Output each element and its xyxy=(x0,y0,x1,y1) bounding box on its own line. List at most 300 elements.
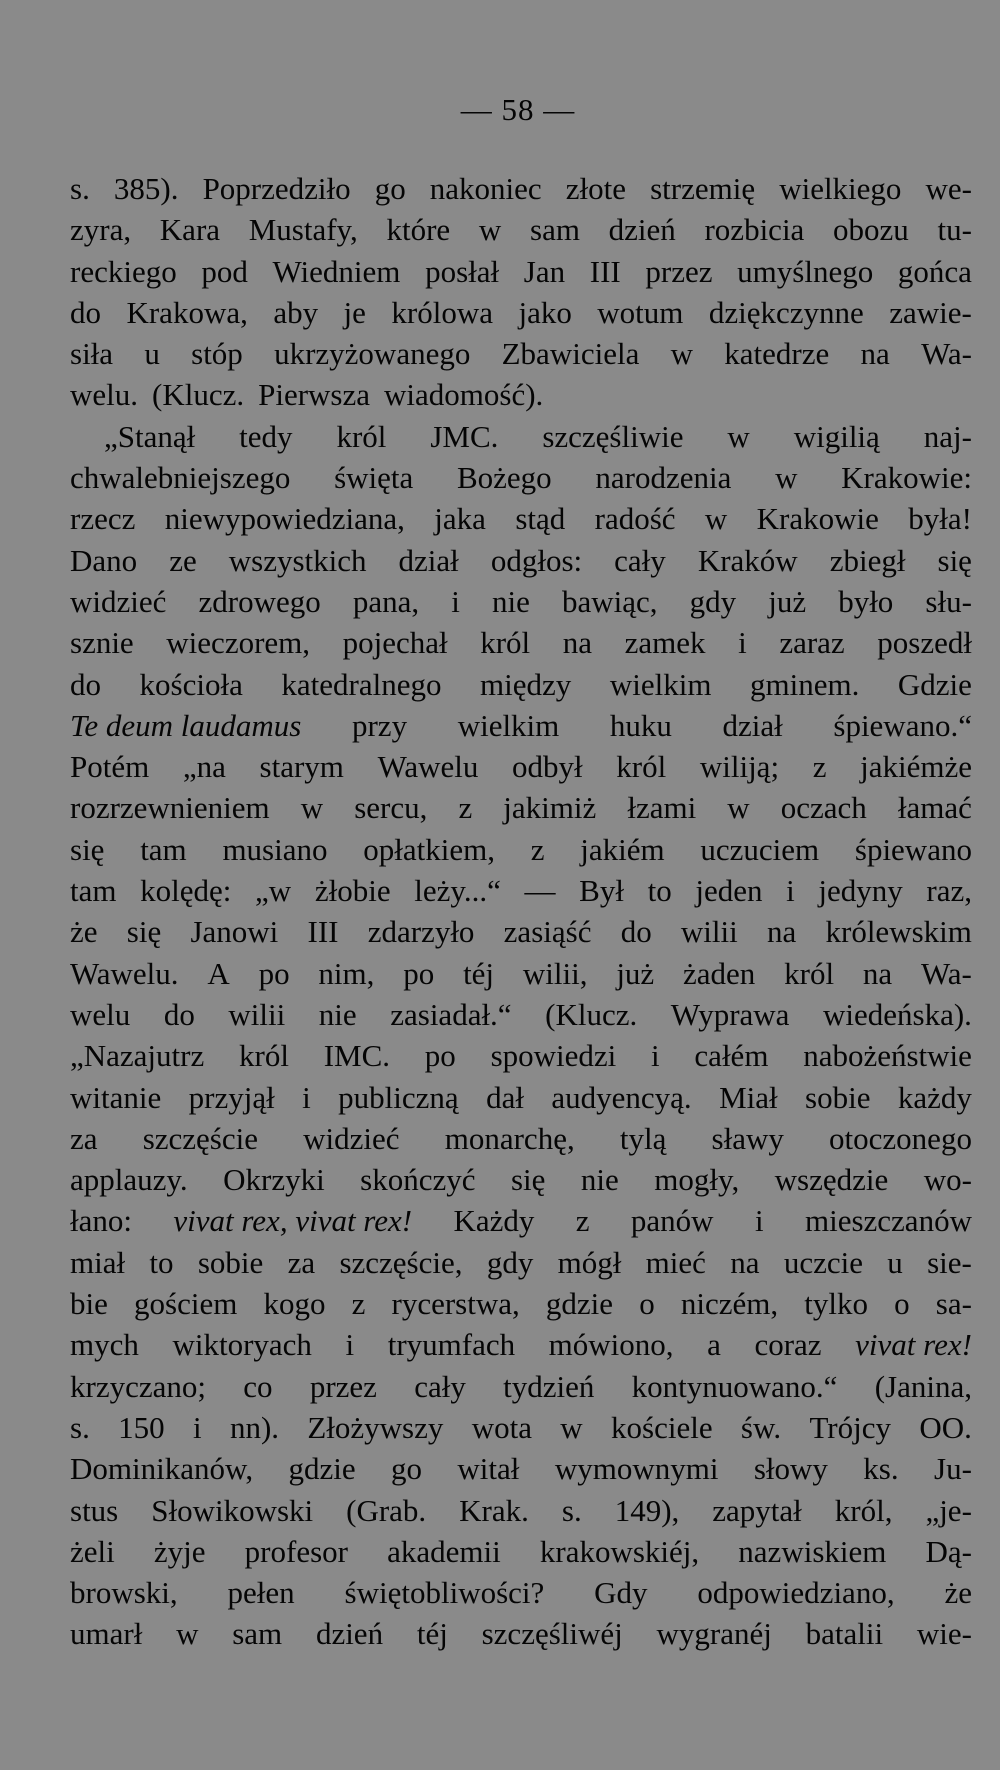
text-word: posłał xyxy=(425,253,500,289)
text-word: Wa- xyxy=(920,955,972,991)
text-word: ukrzyżowanego xyxy=(274,336,471,372)
text-word: stąd xyxy=(515,501,566,537)
text-word: Wawelu. xyxy=(70,955,179,991)
text-word: Każdy xyxy=(453,1203,535,1239)
text-word: przyjął xyxy=(188,1079,275,1115)
text-word: Mustafy, xyxy=(248,212,358,248)
text-word: wieczorem, xyxy=(166,625,311,661)
text-word: tylko xyxy=(804,1286,868,1322)
text-word: które xyxy=(386,212,451,248)
text-word: w xyxy=(775,460,798,496)
text-word: wiadomość). xyxy=(384,377,544,413)
text-word: aby xyxy=(273,294,319,330)
text-word: tydzień xyxy=(503,1368,595,1404)
text-word: dziękczynne xyxy=(708,294,864,330)
text-word: to xyxy=(647,873,672,909)
text-line xyxy=(70,1324,972,1365)
text-word: wszędzie xyxy=(774,1162,889,1198)
text-word: vivat rex, vivat rex! xyxy=(173,1203,413,1239)
text-word: z xyxy=(575,1203,590,1239)
text-word: Okrzyki xyxy=(223,1162,325,1198)
text-word: się xyxy=(126,914,162,950)
text-word: widzieć xyxy=(303,1120,400,1156)
text-word: krzyczano; xyxy=(70,1368,206,1404)
text-word: słowy xyxy=(753,1451,828,1487)
text-word: Gdzie xyxy=(897,666,972,702)
text-word: III xyxy=(307,914,339,950)
text-word: Był xyxy=(579,873,624,909)
text-word: król xyxy=(336,418,387,454)
text-word: 150 xyxy=(118,1409,165,1445)
text-word: Wyprawa xyxy=(670,996,790,1032)
text-word: widzieć xyxy=(70,583,167,619)
text-word: wiktoryach xyxy=(172,1327,312,1363)
text-word: w xyxy=(670,336,693,372)
text-word: co xyxy=(243,1368,273,1404)
text-word: do xyxy=(620,914,652,950)
text-word: Wa- xyxy=(921,336,972,372)
text-word: nabożeństwie xyxy=(803,1038,972,1074)
text-word: w xyxy=(727,418,750,454)
text-word: „na xyxy=(182,749,226,785)
text-word: łamać xyxy=(897,790,972,826)
text-word: je xyxy=(343,294,366,330)
text-word: tedy xyxy=(239,418,293,454)
text-word: Poprzedziło xyxy=(202,171,351,206)
text-word: rozrzewnieniem xyxy=(70,790,270,826)
text-word: Gdy xyxy=(594,1575,648,1611)
text-word: łzami xyxy=(627,790,697,826)
text-word: rozbicia xyxy=(704,212,805,248)
text-word: s. xyxy=(561,1492,582,1528)
text-word: sa- xyxy=(935,1286,972,1322)
text-word: w xyxy=(727,790,750,826)
text-word: gdzie xyxy=(288,1451,356,1487)
text-word: go xyxy=(391,1451,423,1487)
text-word: w xyxy=(300,790,324,826)
text-word: zawie- xyxy=(889,294,972,330)
text-word: święta xyxy=(334,460,414,496)
text-word: za xyxy=(70,1120,98,1156)
text-word: na xyxy=(730,1244,760,1280)
text-word: kolędę: xyxy=(140,873,232,909)
text-word: ks. xyxy=(863,1451,899,1487)
text-word: (Klucz. xyxy=(545,996,638,1032)
page-number: — 58 — xyxy=(460,92,576,127)
text-word: się xyxy=(937,542,972,578)
text-word: pełen xyxy=(227,1575,295,1611)
text-word: król xyxy=(480,625,531,661)
text-word: krakowskiéj, xyxy=(539,1533,700,1569)
text-word: we- xyxy=(925,171,972,206)
text-word: że xyxy=(70,914,98,950)
text-word: 385). xyxy=(113,171,179,206)
text-word: było xyxy=(838,583,894,619)
text-word: nie xyxy=(318,996,357,1032)
text-word: Dominikanów, xyxy=(70,1451,254,1487)
text-word: łano: xyxy=(70,1203,132,1239)
text-word: A xyxy=(207,955,230,991)
text-word: sam xyxy=(232,1616,283,1652)
text-word: mogły, xyxy=(654,1162,740,1198)
text-word: sobie xyxy=(197,1244,264,1280)
text-word: u xyxy=(144,336,160,372)
text-word: Bożego xyxy=(456,460,552,496)
text-word: téj xyxy=(463,955,495,991)
text-word: szczęście, xyxy=(339,1244,463,1280)
text-word: wiliją; xyxy=(699,749,780,785)
text-word: a xyxy=(707,1327,721,1363)
text-word: jaka xyxy=(434,501,486,537)
text-word: królewskim xyxy=(825,914,972,950)
text-word: s. xyxy=(70,171,90,206)
text-line xyxy=(70,251,972,292)
text-word: wielkiego xyxy=(779,171,902,206)
text-word: wilii xyxy=(680,914,738,950)
text-word: stóp xyxy=(191,336,243,372)
text-word: welu xyxy=(70,996,131,1032)
text-word: Jan xyxy=(523,253,566,289)
text-word: nie xyxy=(580,1162,619,1198)
text-word: poszedł xyxy=(877,625,972,661)
text-word: i xyxy=(754,1203,764,1239)
text-line xyxy=(70,1242,972,1283)
text-word: audyencyą. xyxy=(551,1079,692,1115)
text-word: pod xyxy=(201,253,248,289)
text-word: przez xyxy=(309,1368,377,1404)
text-word: nim, xyxy=(318,955,375,991)
text-word: z xyxy=(812,749,827,785)
text-word: „w xyxy=(255,873,292,909)
text-word: akademii xyxy=(387,1533,501,1569)
text-word: zamek xyxy=(624,625,706,661)
text-line xyxy=(70,705,972,746)
text-word: browski, xyxy=(70,1575,178,1611)
text-word: z xyxy=(458,790,473,826)
text-word: tam xyxy=(70,873,117,909)
text-word: gdzie xyxy=(545,1286,614,1322)
text-line xyxy=(70,911,972,952)
text-word: coraz xyxy=(754,1327,822,1363)
text-word: Kara xyxy=(159,212,221,248)
text-line xyxy=(70,870,972,911)
text-word: śpiewano xyxy=(854,831,972,867)
text-word: wymownymi xyxy=(554,1451,719,1487)
text-word: starym xyxy=(259,749,344,785)
text-word: Ju- xyxy=(934,1451,972,1487)
text-word: o xyxy=(894,1286,910,1322)
text-word: sławy xyxy=(711,1120,784,1156)
text-word: zdrowego xyxy=(198,583,321,619)
text-word: za xyxy=(287,1244,316,1280)
text-word: żaden xyxy=(683,955,756,991)
text-word: każdy xyxy=(897,1079,972,1115)
text-word: opłatkiem, xyxy=(363,831,495,867)
text-word: Pierwsza xyxy=(258,377,371,413)
text-line xyxy=(70,664,972,705)
text-word: wota xyxy=(471,1409,532,1445)
text-line xyxy=(70,168,972,209)
text-line xyxy=(70,1077,972,1118)
text-word: żłobie xyxy=(314,873,391,909)
text-word: do xyxy=(70,294,101,330)
text-word: z xyxy=(351,1286,366,1322)
text-word: nn). xyxy=(229,1409,280,1445)
text-line xyxy=(70,209,972,250)
text-word: się xyxy=(70,831,105,867)
text-word: radość xyxy=(594,501,676,537)
text-word: „Nazajutrz xyxy=(70,1038,205,1074)
text-word: Krakowie xyxy=(756,501,879,537)
text-line xyxy=(70,416,972,457)
text-word: vivat rex! xyxy=(855,1327,972,1363)
text-word: OO. xyxy=(919,1409,972,1445)
text-word: batalii xyxy=(805,1616,884,1652)
text-word: jakimiż xyxy=(503,790,597,826)
text-word: do xyxy=(70,666,101,702)
text-word: wo- xyxy=(923,1162,972,1198)
text-word: po xyxy=(424,1038,456,1074)
text-word: mówiono, xyxy=(548,1327,674,1363)
text-word: Trójcy xyxy=(809,1409,891,1445)
text-word: król xyxy=(784,955,835,991)
text-word: sznie xyxy=(70,625,134,661)
text-line xyxy=(70,1531,972,1572)
text-line xyxy=(70,1283,972,1324)
text-word: wielkim xyxy=(609,666,712,702)
text-word: wygranéj xyxy=(656,1616,772,1652)
text-line xyxy=(70,1035,972,1076)
text-word: już xyxy=(616,955,655,991)
text-word: sobie xyxy=(805,1079,871,1115)
text-word: niczém, xyxy=(680,1286,779,1322)
text-word: była! xyxy=(908,501,972,537)
text-word: witanie xyxy=(70,1079,162,1115)
text-word: dział xyxy=(722,707,783,743)
text-word: Te deum laudamus xyxy=(70,707,302,743)
text-word: stus xyxy=(70,1492,119,1528)
text-word: w xyxy=(704,501,728,537)
text-word: rzecz xyxy=(70,501,136,537)
text-word: wigilią xyxy=(793,418,880,454)
text-word: Wiedniem xyxy=(272,253,401,289)
text-line xyxy=(70,1490,972,1531)
text-word: gdy xyxy=(486,1244,534,1280)
text-word: huku xyxy=(609,707,672,743)
text-line xyxy=(70,953,972,994)
text-word: o xyxy=(639,1286,655,1322)
text-word: spowiedzi xyxy=(490,1038,617,1074)
text-word: śpiewano.“ xyxy=(833,707,972,743)
text-word: bawiąc, xyxy=(561,583,658,619)
text-word: i xyxy=(192,1409,202,1445)
text-word: na xyxy=(562,625,593,661)
text-word: cały xyxy=(614,542,666,578)
text-word: król xyxy=(239,1038,289,1074)
text-word: dał xyxy=(486,1079,524,1115)
text-word: ze xyxy=(169,542,197,578)
text-word: odgłos: xyxy=(490,542,583,578)
text-line xyxy=(70,457,972,498)
text-word: Kraków xyxy=(697,542,798,578)
text-word: uczuciem xyxy=(700,831,820,867)
text-word: naj- xyxy=(923,418,972,454)
text-word: świętobliwości? xyxy=(344,1575,545,1611)
text-word: wie- xyxy=(916,1616,972,1652)
text-word: że xyxy=(944,1575,972,1611)
text-word: skończyć xyxy=(360,1162,476,1198)
text-line xyxy=(70,498,972,539)
text-word: i xyxy=(302,1079,311,1115)
text-word: między xyxy=(480,666,572,702)
text-word: kontynuowano.“ xyxy=(631,1368,838,1404)
text-word: i xyxy=(786,873,795,909)
text-word: witał xyxy=(457,1451,520,1487)
text-word: kogo xyxy=(263,1286,326,1322)
text-word: gdy xyxy=(689,583,737,619)
text-word: dzień xyxy=(315,1616,384,1652)
text-word: applauzy. xyxy=(70,1162,188,1198)
text-word: i xyxy=(738,625,747,661)
text-word: królowa xyxy=(391,294,493,330)
text-word: jakiém xyxy=(580,831,665,867)
text-word: sie- xyxy=(927,1244,972,1280)
text-line xyxy=(70,333,972,374)
text-word: Krakowa, xyxy=(126,294,248,330)
text-word: jako xyxy=(518,294,572,330)
text-word: leży...“ xyxy=(414,873,501,909)
text-word: mieszczanów xyxy=(804,1203,972,1239)
text-word: zaraz xyxy=(779,625,845,661)
text-word: Zbawiciela xyxy=(501,336,640,372)
text-word: musiano xyxy=(222,831,328,867)
text-word: po xyxy=(258,955,290,991)
text-word: zapytał xyxy=(712,1492,802,1528)
text-line xyxy=(70,292,972,333)
text-word: Dano xyxy=(70,542,138,578)
text-word: dział xyxy=(398,542,459,578)
text-word: profesor xyxy=(244,1533,348,1569)
text-word: katedrze xyxy=(724,336,830,372)
text-word: szczęście xyxy=(142,1120,258,1156)
text-word: jedyny xyxy=(818,873,903,909)
text-line xyxy=(70,1366,972,1407)
text-word: nakoniec xyxy=(429,171,542,206)
text-word: niewypowiedziana, xyxy=(164,501,405,537)
text-word: Złożywszy xyxy=(307,1409,444,1445)
text-word: wiedeńska). xyxy=(823,996,972,1032)
text-word: u xyxy=(887,1244,903,1280)
text-word: jeden xyxy=(695,873,763,909)
text-line xyxy=(70,1448,972,1489)
text-line xyxy=(70,1613,972,1654)
text-word: zasiąść xyxy=(503,914,592,950)
text-word: wielkim xyxy=(457,707,560,743)
text-line xyxy=(70,540,972,581)
text-word: wszystkich xyxy=(228,542,367,578)
text-word: to xyxy=(149,1244,174,1280)
text-word: miał xyxy=(70,1244,126,1280)
text-word: król xyxy=(616,749,667,785)
text-word: tu- xyxy=(937,212,972,248)
text-word: Miał xyxy=(719,1079,778,1115)
text-line xyxy=(70,1159,972,1200)
text-word: nazwiskiem xyxy=(738,1533,887,1569)
text-word: raz, xyxy=(926,873,972,909)
text-word: Słowikowski xyxy=(151,1492,314,1528)
text-word: sam xyxy=(530,212,580,248)
text-word: strzemię xyxy=(650,171,756,206)
text-word: gościem xyxy=(134,1286,238,1322)
text-word: publiczną xyxy=(338,1079,459,1115)
text-word: kościoła xyxy=(139,666,243,702)
text-word: św. xyxy=(740,1409,782,1445)
text-line xyxy=(70,829,972,870)
text-word: kościele xyxy=(611,1409,713,1445)
text-word: welu. xyxy=(70,377,139,413)
text-word: wotum xyxy=(597,294,684,330)
text-word: Krakowie: xyxy=(841,460,972,496)
text-word: nie xyxy=(491,583,530,619)
text-word: zyra, xyxy=(70,212,132,248)
text-line xyxy=(70,787,972,828)
text-word: odpowiedziano, xyxy=(697,1575,895,1611)
text-word: dzień xyxy=(608,212,676,248)
text-word: Dą- xyxy=(925,1533,972,1569)
text-word: mych xyxy=(70,1327,139,1363)
text-word: bie xyxy=(70,1286,108,1322)
text-word: mógł xyxy=(557,1244,622,1280)
text-word: umarł xyxy=(70,1616,143,1652)
text-word: tam xyxy=(140,831,187,867)
text-word: otoczonego xyxy=(829,1120,972,1156)
text-word: 149), xyxy=(614,1492,680,1528)
text-line xyxy=(70,581,972,622)
text-word: na xyxy=(860,336,890,372)
text-word: zbiegł xyxy=(829,542,906,578)
text-word: pojechał xyxy=(342,625,448,661)
text-word: szczęśliwie xyxy=(542,418,684,454)
text-word: tylą xyxy=(619,1120,667,1156)
text-word: (Grab. xyxy=(346,1492,427,1528)
text-word: gońca xyxy=(897,253,972,289)
text-word: obozu xyxy=(833,212,909,248)
text-word: całém xyxy=(694,1038,769,1074)
text-word: i xyxy=(451,583,460,619)
text-word: żyje xyxy=(153,1533,206,1569)
text-word: uczcie xyxy=(783,1244,863,1280)
text-word: III xyxy=(589,253,621,289)
text-word: katedralnego xyxy=(281,666,442,702)
text-word: się xyxy=(510,1162,546,1198)
text-word: „Stanął xyxy=(104,418,196,454)
text-word: Potém xyxy=(70,749,150,785)
text-word: téj xyxy=(416,1616,448,1652)
text-word: Janowi xyxy=(190,914,279,950)
text-word: go xyxy=(374,171,406,206)
text-word: panów xyxy=(630,1203,714,1239)
body-text xyxy=(70,168,972,1655)
text-word: i xyxy=(651,1038,660,1074)
text-word: zasiadał.“ xyxy=(390,996,512,1032)
text-word: jakiémże xyxy=(860,749,972,785)
text-word: gminem. xyxy=(750,666,860,702)
text-word: już xyxy=(768,583,807,619)
text-word: po xyxy=(403,955,435,991)
text-word: s. xyxy=(70,1409,90,1445)
text-word: „je- xyxy=(925,1492,972,1528)
text-word: — xyxy=(524,873,556,909)
